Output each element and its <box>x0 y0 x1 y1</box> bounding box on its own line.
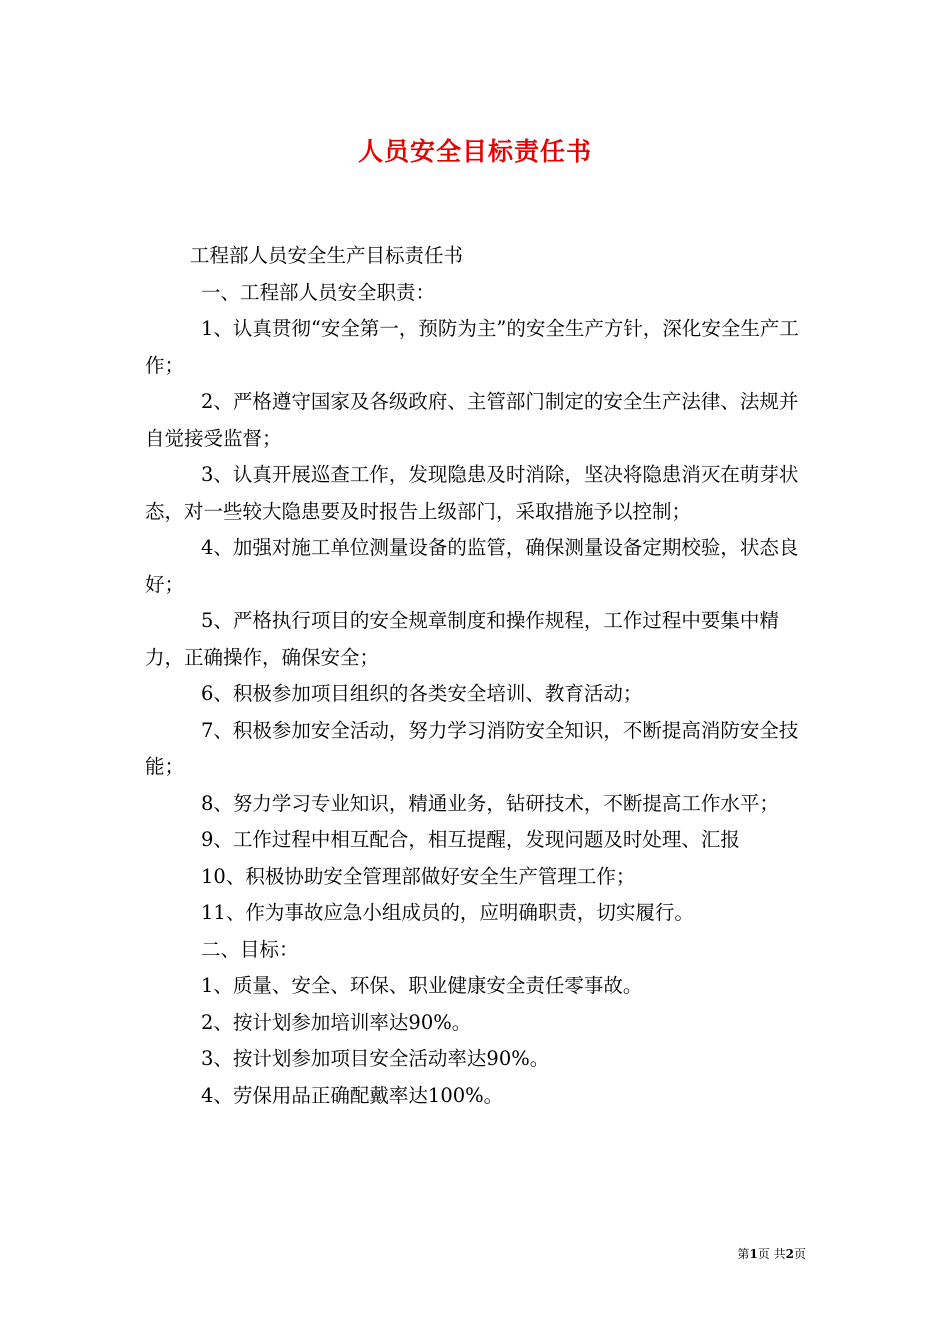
duty-item: 6、积极参加项目组织的各类安全培训、教育活动； <box>201 682 643 705</box>
current-page-number: 1 <box>749 1247 758 1261</box>
duty-item: 10、积极协助安全管理部做好安全生产管理工作； <box>201 864 636 888</box>
goal-item: 2、按计划参加培训率达90%。 <box>201 1010 472 1034</box>
goal-item: 4、劳保用品正确配戴率达100%。 <box>201 1083 504 1107</box>
page-footer <box>0 1245 806 1262</box>
goal-item: 1、质量、安全、环保、职业健康安全责任零事故。 <box>201 974 643 997</box>
document-body <box>145 238 817 1114</box>
page-middle: 页 共 <box>757 1247 786 1261</box>
total-page-number: 2 <box>785 1247 794 1261</box>
section-heading-duties: 一、工程部人员安全职责： <box>201 280 436 304</box>
page-suffix: 页 <box>793 1247 806 1261</box>
document-title: 人员安全目标责任书 <box>357 137 592 166</box>
duty-item: 5、严格执行项目的安全规章制度和操作规程，工作过程中要集中精力，正确操作，确保安全； <box>145 609 779 669</box>
goal-item: 3、按计划参加项目安全活动率达90%。 <box>201 1047 550 1070</box>
duty-item: 1、认真贯彻“安全第一，预防为主”的安全生产方针，深化安全生产工作； <box>145 317 799 377</box>
duty-item: 9、工作过程中相互配合，相互提醒，发现问题及时处理、汇报 <box>201 828 740 851</box>
duty-item: 4、加强对施工单位测量设备的监管，确保测量设备定期校验，状态良好； <box>145 536 799 596</box>
section-heading-goals: 二、目标： <box>201 937 299 961</box>
page-prefix: 第 <box>737 1247 750 1261</box>
duty-item: 7、积极参加安全活动，努力学习消防安全知识，不断提高消防安全技能； <box>145 718 799 778</box>
duty-item: 8、努力学习专业知识，精通业务，钻研技术，不断提高工作水平； <box>201 791 779 815</box>
duty-item: 3、认真开展巡查工作，发现隐患及时消除，坚决将隐患消灭在萌芽状态，对一些较大隐患要及时报告上级部门，采取措施予以控制； <box>145 463 799 523</box>
duty-item: 2、严格遵守国家及各级政府、主管部门制定的安全生产法律、法规并自觉接受监督； <box>145 390 799 450</box>
duty-item: 11、作为事故应急小组成员的，应明确职责，切实履行。 <box>201 901 694 924</box>
document-subtitle: 工程部人员安全生产目标责任书 <box>190 244 464 267</box>
